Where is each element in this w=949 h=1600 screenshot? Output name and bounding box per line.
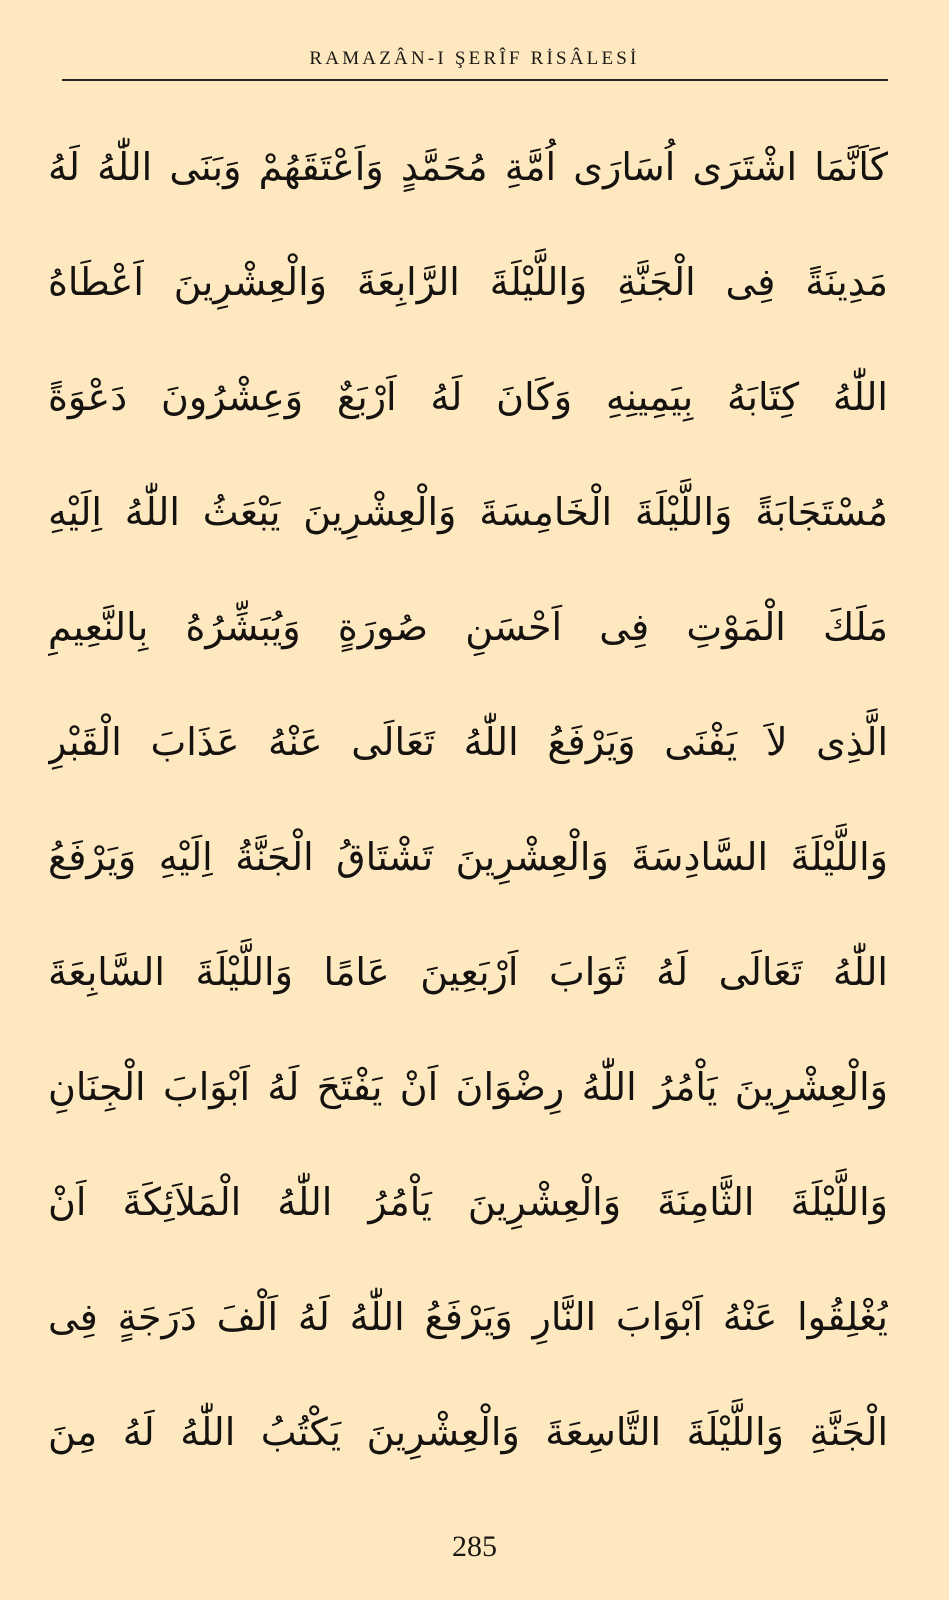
page-number: 285: [452, 1530, 497, 1563]
text-line-1: كَاَنَّمَا اشْتَرَى اُسَارَى اُمَّةِ مُحَمَّدٍ وَاَعْتَقَهُمْ وَبَنَى اللّٰهُ لَهُ: [48, 145, 888, 189]
text-line-12: الْجَنَّةِ وَاللَّيْلَةَ التَّاسِعَةَ وَالْعِشْرِينَ يَكْتُبُ اللّٰهُ لَهُ مِنَ: [48, 1410, 888, 1454]
text-line-11: يُغْلِقُوا عَنْهُ اَبْوَابَ النَّارِ وَيَرْفَعُ اللّٰهُ لَهُ اَلْفَ دَرَجَةٍ فِى: [48, 1295, 888, 1339]
running-header: RAMAZÂN-I ŞERÎF RİSÂLESİ: [309, 48, 640, 69]
arabic-text-block: [48, 110, 888, 1490]
text-line-9: وَالْعِشْرِينَ يَاْمُرُ اللّٰهُ رِضْوَانَ اَنْ يَفْتَحَ لَهُ اَبْوَابَ الْجِنَانِ: [48, 1065, 888, 1109]
text-line-8: اللّٰهُ تَعَالَى لَهُ ثَوَابَ اَرْبَعِينَ عَامًا وَاللَّيْلَةَ السَّابِعَةَ: [48, 950, 888, 994]
text-line-2: مَدِينَةً فِى الْجَنَّةِ وَاللَّيْلَةَ الرَّابِعَةَ وَالْعِشْرِينَ اَعْطَاهُ: [48, 260, 888, 304]
text-line-3: اللّٰهُ كِتَابَهُ بِيَمِينِهِ وَكَانَ لَهُ اَرْبَعٌ وَعِشْرُونَ دَعْوَةً: [48, 375, 888, 419]
text-line-10: وَاللَّيْلَةَ الثَّامِنَةَ وَالْعِشْرِينَ يَاْمُرُ اللّٰهُ الْمَلاَئِكَةَ اَنْ: [48, 1180, 888, 1224]
text-line-5: مَلَكَ الْمَوْتِ فِى اَحْسَنِ صُورَةٍ وَيُبَشِّرُهُ بِالنَّعِيمِ: [48, 605, 888, 649]
text-line-6: الَّذِى لاَ يَفْنَى وَيَرْفَعُ اللّٰهُ تَعَالَى عَنْهُ عَذَابَ الْقَبْرِ: [48, 720, 888, 764]
text-line-7: وَاللَّيْلَةَ السَّادِسَةَ وَالْعِشْرِينَ تَشْتَاقُ الْجَنَّةُ اِلَيْهِ وَيَرْفَعُ: [48, 835, 888, 879]
header-rule: [62, 79, 888, 81]
text-line-4: مُسْتَجَابَةً وَاللَّيْلَةَ الْخَامِسَةَ وَالْعِشْرِينَ يَبْعَثُ اللّٰهُ اِلَيْهِ: [48, 490, 888, 534]
